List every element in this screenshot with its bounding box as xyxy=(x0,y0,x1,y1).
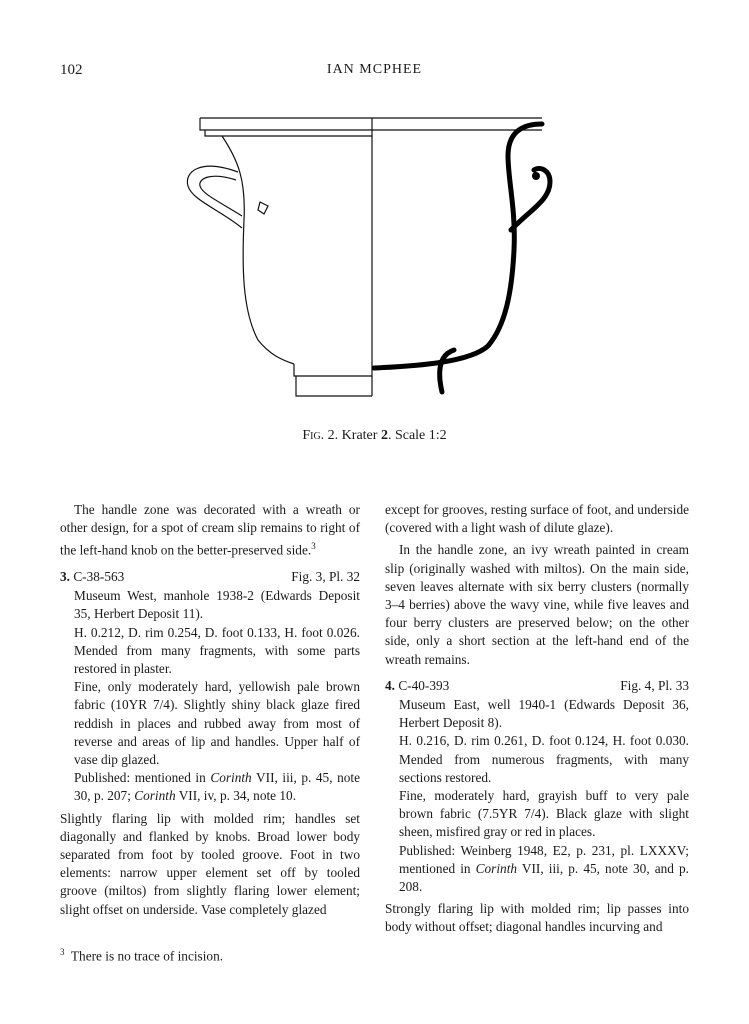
page-number: 102 xyxy=(60,62,83,78)
footnote: $^3$ There is no trace of incision. xyxy=(60,947,224,964)
figure-caption: Fig. 2. Krater 2. Scale 1:2 xyxy=(302,428,447,443)
entry-4-heading: 4. C-40-393 Fig. 4, Pl. 33 xyxy=(385,677,689,693)
right-column: except for grooves, resting surface of foot, and underside (covered with a light wash of dilute glaze). In the handle zone, an ivy wreath painted in cream slip (originally washed with miltos). On the main side, seven leaves alternate with six berry clusters (normally 3–4 berries) above the wavy vine, while five leaves and four berry clusters are preserved below; on the other side, only a short section at the left-hand end of the wreath remains. 4. C-40-393 Fig. 4, Pl. 33 Museum East, well 1940-1 (Edwards Deposit 36, Herbert Deposit 8). H. 0.216, D. rim 0.261, D. foot 0.124, H. foot 0.030. Mended from numerous fragments, with many sections restored. Fine, moderately hard, grayish buff to very pale brown fabric (7.5YR 7/4). Black glaze with slight sheen, misfired gray or red in places. Published: Weinberg 1948, E2, p. 231, pl. LXXXV; mentioned in Corinth VII, iii, p. 45, note 30, and p. 208. Strongly flaring lip with molded rim; lip passes into body without offset; diagonal handles incurving and xyxy=(385,501,689,937)
description: Strongly flaring lip with molded rim; lip passes into body without offset; diagonal handles incurving and xyxy=(385,901,689,935)
running-head: IAN MCPHEE xyxy=(326,62,423,77)
krater-drawing xyxy=(170,110,570,405)
entry-3-heading: 3. C-38-563 Fig. 3, Pl. 32 xyxy=(60,569,360,585)
left-column: The handle zone was decorated with a wreath or other design, for a spot of cream slip remains to right of the left-hand knob on the better-preserved side.$^3$ 3. C-38-563 Fig. 3, Pl. 32 Museum West, manhole 1938-2 (Edwards Deposit 35, Herbert Deposit 11). H. 0.212, D. rim 0.254, D. foot 0.133, H. foot 0.026. Mended from many fragments, with some parts restored in plaster. Fine, only moderately hard, yellowish pale brown fabric (10YR 7/4). Slightly shiny black glaze fired reddish in places and rubbed away from most of reverse and areas of lip and handles. Upper half of vase dip glazed. Published: mentioned in Corinth VII, iii, p. 45, note 30, p. 207; Corinth VII, iv, p. 34, note 10. Slightly flaring lip with molded rim; handles set diagonally and flanked by knobs. Broad lower body separated from foot by tooled groove. Foot in two elements: narrow upper element set off by tooled groove (miltos) from slightly flaring lower element; slight offset on underside. Vase completely glazed xyxy=(60,501,360,919)
description: Slightly flaring lip with molded rim; handles set diagonally and flanked by knobs. Broad lower body separated from foot by tooled groove. Foot in two elements: narrow upper element set off by tooled groove (miltos) from slightly flaring lower element; slight offset on underside. Vase completely glazed xyxy=(60,810,360,917)
intro-paragraph: The handle zone was decorated with a wreath or other design, for a spot of cream slip remains to right of the left-hand knob on the better-preserved side.$^3$ xyxy=(60,502,360,558)
